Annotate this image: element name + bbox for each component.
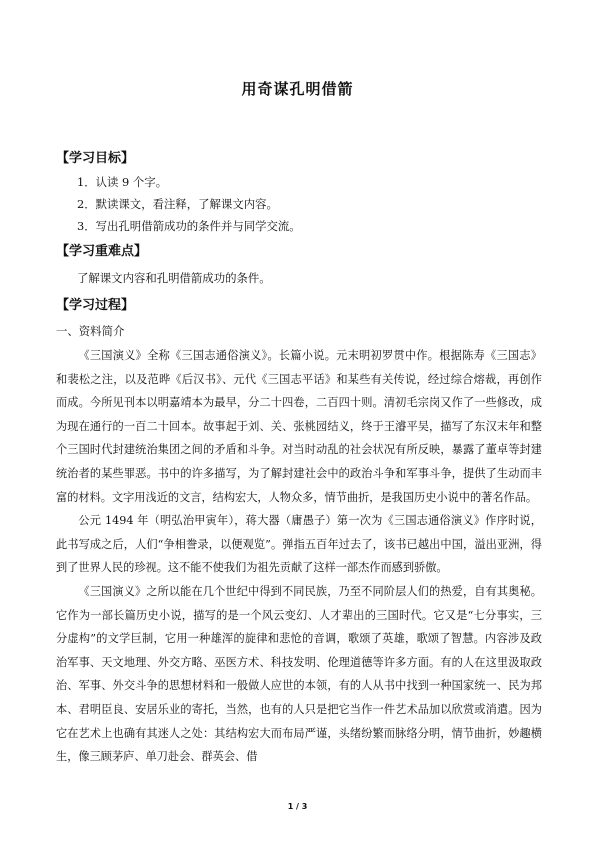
goal-item-3: 3．写出孔明借箭成功的条件并与同学交流。 [77, 219, 301, 233]
section-heading-process: 【学习过程】 [56, 298, 135, 313]
process-subheading: 一、资料简介 [56, 324, 125, 338]
section-heading-goals: 【学习目标】 [56, 151, 135, 166]
paragraph-1: 《三国演义》全称《三国志通俗演义》。长篇小说。元末明初罗贯中作。根据陈寿《三国志》和裴松之注，以及范晔《后汉书》、元代《三国志平话》和某些有关传说，经过综合熔裁，再创作而成。今所见刊本以明嘉靖本为最早，分二十四卷，二百四十则。清初毛宗岗又作了一些修改，成为现在通行的一百二十回本。故事起于刘、关、张桃园结义，终于王濬平吴，描写了东汉末年和整个三国时代封建统治集团之间的矛盾和斗争。对当时动乱的社会状况有所反映，暴露了董卓等封建统治者的某些罪恶。书中的许多描写，为了解封建社会中的政治斗争和军事斗争，提供了生动而丰富的材料。文字用浅近的文言，结构宏大，人物众多，情节曲折，是我国历史小说中的著名作品。 [56, 349, 542, 504]
section-heading-key-points: 【学习重难点】 [56, 244, 148, 259]
goal-item-1: 1．认读 9 个字。 [77, 175, 168, 189]
page-title: 用奇谋孔明借箭 [241, 80, 354, 98]
process-body [56, 344, 542, 769]
page-number: 1 / 3 [287, 802, 308, 811]
key-points-text: 了解课文内容和孔明借箭成功的条件。 [77, 271, 271, 285]
goal-item-2: 2．默读课文，看注释，了解课文内容。 [77, 197, 278, 211]
paragraph-3: 《三国演义》之所以能在几个世纪中得到不同民族，乃至不同阶层人们的热爱，自有其奥秘。它作为一部长篇历史小说，描写的是一个风云变幻、人才辈出的三国时代。它又是“七分事实，三分虚构”的文学巨制，它用一种雄浑的旋律和悲怆的音调，歌颂了英雄，歌颂了智慧。内容涉及政治军事、天文地理、外交方略、巫医方术、科技发明、伦理道德等许多方面。有的人在这里汲取政治、军事、外交斗争的思想材料和一般做人应世的本领，有的人从书中找到一种国家统一、民为邦本、君明臣良、安居乐业的寄托，当然，也有的人只是把它当作一件艺术品加以欣赏或消遣。因为它在艺术上也确有其迷人之处：其结构宏大而布局严谨，头绪纷繁而脉络分明，情节曲折，妙趣横生，像三顾茅庐、单刀赴会、群英会、借 [56, 584, 542, 764]
paragraph-2: 公元 1494 年（明弘治甲寅年），蒋大器（庸愚子）第一次为《三国志通俗演义》作序时说，此书写成之后，人们“争相誊录，以便观览”。弹指五百年过去了，该书已越出中国，溢出亚洲，得到了世界人民的珍视。这不能不使我们为祖先贡献了这样一部杰作而感到骄傲。 [56, 514, 542, 575]
